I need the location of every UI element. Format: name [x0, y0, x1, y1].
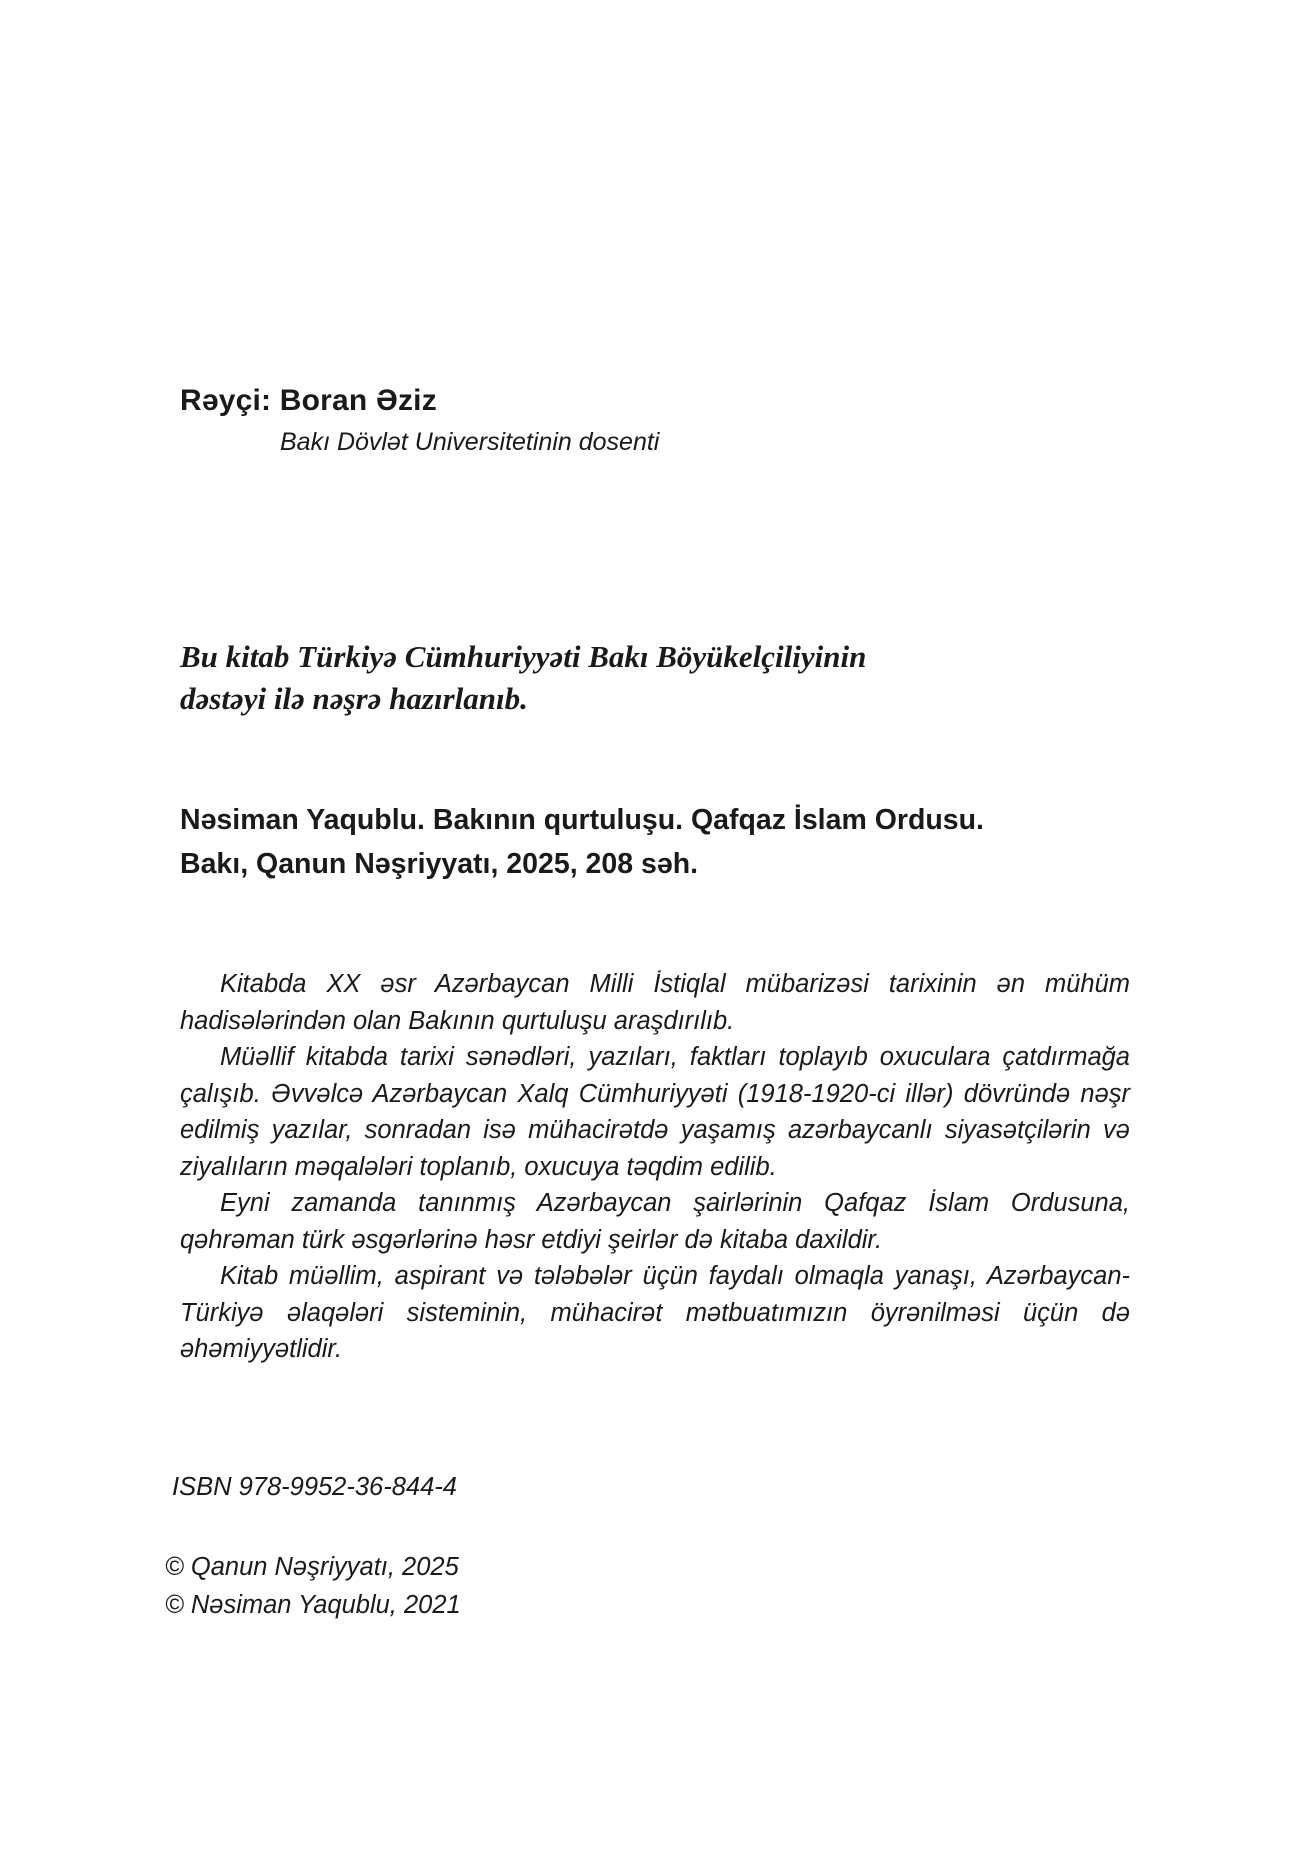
annotation-paragraph: Kitab müəllim, aspirant və tələbələr üçün faydalı olmaqla yanaşı, Azərbaycan-Türkiyə əlaqələri sisteminin, mühacirət mətbuatımızın öyrənilməsi üçün də əhəmiyyətlidir.	[180, 1262, 1130, 1363]
bibliographic-line-1: Nəsiman Yaqublu. Bakının qurtuluşu. Qafqaz İslam Ordusu.	[180, 804, 984, 836]
annotation-paragraph: Kitabda XX əsr Azərbaycan Milli İstiqlal mübarizəsi tarixinin ən mühüm hadisələrindən olan Bakının qurtuluşu araşdırılıb.	[180, 970, 1130, 1035]
support-note-line-2: dəstəyi ilə nəşrə hazırlanıb.	[180, 681, 528, 716]
reviewer-position: Bakı Dövlət Universitetinin dosenti	[280, 428, 660, 456]
reviewer-block	[180, 382, 1080, 458]
annotation-paragraph: Müəllif kitabda tarixi sənədləri, yazıları, faktları toplayıb oxuculara çatdırmağa çalışıb. Əvvəlcə Azərbaycan Xalq Cümhuriyyəti (1918-1920-ci illər) dövründə nəşr edilmiş yazılar, sonradan isə mühacirətdə yaşamış azərbaycanlı siyasətçilərin və ziyalıların məqalələri toplanıb, oxucuya təqdim edilib.	[180, 1043, 1130, 1181]
isbn: ISBN 978-9952-36-844-4	[172, 1473, 457, 1501]
copyright-author: © Nəsiman Yaqublu, 2021	[165, 1591, 461, 1619]
support-note	[180, 636, 1120, 720]
annotation	[180, 966, 1130, 1368]
support-note-line-1: Bu kitab Türkiyə Cümhuriyyəti Bakı Böyükelçiliyinin	[180, 639, 867, 674]
bibliographic-entry	[180, 798, 1120, 886]
annotation-paragraph: Eyni zamanda tanınmış Azərbaycan şairlərinin Qafqaz İslam Ordusuna, qəhrəman türk əsgərlərinə həsr etdiyi şeirlər də kitaba daxildir.	[180, 1189, 1130, 1254]
reviewer-name: Rəyçi: Boran Əziz	[180, 384, 437, 417]
copyright-block	[165, 1548, 461, 1624]
bibliographic-line-2: Bakı, Qanun Nəşriyyatı, 2025, 208 səh.	[180, 848, 699, 880]
copyright-publisher: © Qanun Nəşriyyatı, 2025	[165, 1553, 459, 1581]
